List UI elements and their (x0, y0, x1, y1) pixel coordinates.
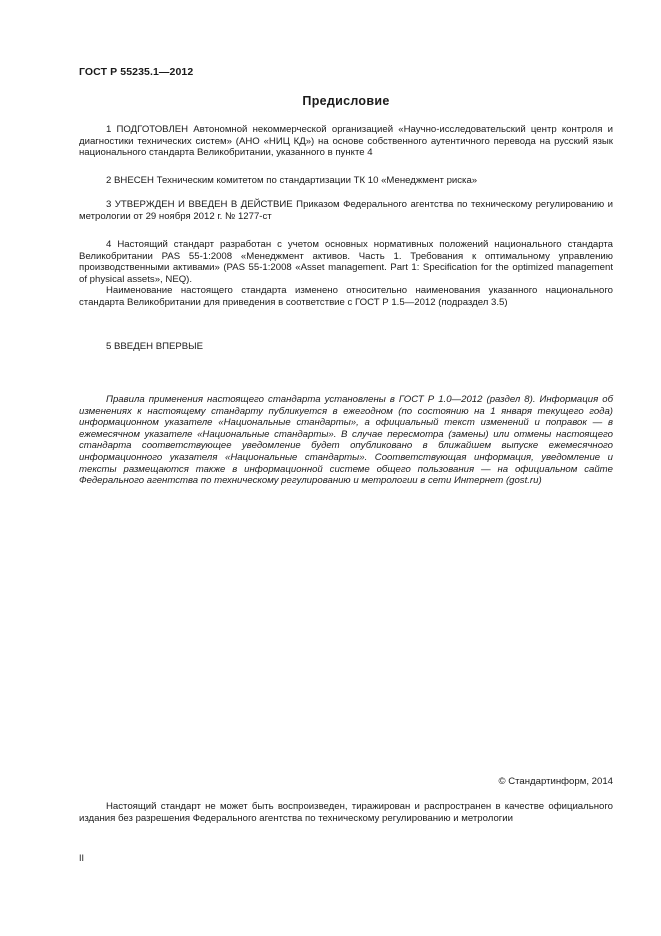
reproduction-notice-text: Настоящий стандарт не может быть воспроизведен, тиражирован и распространен в качестве официального издания без разрешения Федерального агентства по техническому регулированию и метрологии (79, 801, 613, 824)
section-5-text: 5 ВВЕДЕН ВПЕРВЫЕ (106, 341, 204, 352)
rules-notice (79, 394, 613, 487)
section-1-text: 1 ПОДГОТОВЛЕН Автономной некоммерческой организацией «Научно-исследовательский центр контроля и диагностики технических систем» (АНО «НИЦ КД») на основе собственного аутентичного перевода на русский язык национального стандарта Великобритании, указанного в пункте 4 (79, 124, 613, 159)
section-3-text: 3 УТВЕРЖДЕН И ВВЕДЕН В ДЕЙСТВИЕ Приказом Федерального агентства по техническому регулированию и метрологии от 29 ноября 2012 г. № 1277-ст (79, 199, 613, 222)
rules-notice-text: Правила применения настоящего стандарта установлены в ГОСТ Р 1.0—2012 (раздел 8). Информация об изменениях к настоящему стандарту публикуется в ежегодном (по состоянию на 1 января текущего года) информационном указателе «Национальные стандарты», а официальный текст изменений и поправок — в ежемесячном указателе «Национальные стандарты». В случае пересмотра (замены) или отмены настоящего стандарта соответствующее уведомление будет опубликовано в ближайшем выпуске ежемесячного информационного указателя «Национальные стандарты». Соответствующая информация, уведомление и тексты размещаются также в информационной системе общего пользования — на официальном сайте Федерального агентства по техническому регулированию и метрологии в сети Интернет (gost.ru) (79, 394, 613, 487)
page-title: Предисловие (302, 94, 390, 108)
reproduction-notice (79, 801, 613, 824)
section-2 (79, 175, 613, 187)
section-4-text: 4 Настоящий стандарт разработан с учетом основных нормативных положений национального стандарта Великобритании PAS 55-1:2008 «Менеджмент активов. Часть 1. Требования к оптимальному управлению производственными активами» (PAS 55-1:2008 «Asset management. Part 1: Specification for the optimized management of physical assets», NEQ). (79, 239, 613, 285)
section-4 (79, 239, 613, 309)
section-1 (79, 124, 613, 159)
section-4-note: Наименование настоящего стандарта изменено относительно наименования указанного национального стандарта Великобритании для приведения в соответствие с ГОСТ Р 1.5—2012 (подраздел 3.5) (79, 285, 613, 308)
section-2-text: 2 ВНЕСЕН Техническим комитетом по стандартизации ТК 10 «Менеджмент риска» (106, 175, 478, 186)
section-3 (79, 199, 613, 222)
page-number: II (79, 853, 85, 863)
section-5 (79, 341, 613, 353)
copyright: © Стандартинформ, 2014 (498, 776, 613, 787)
document-code: ГОСТ Р 55235.1—2012 (79, 66, 194, 78)
